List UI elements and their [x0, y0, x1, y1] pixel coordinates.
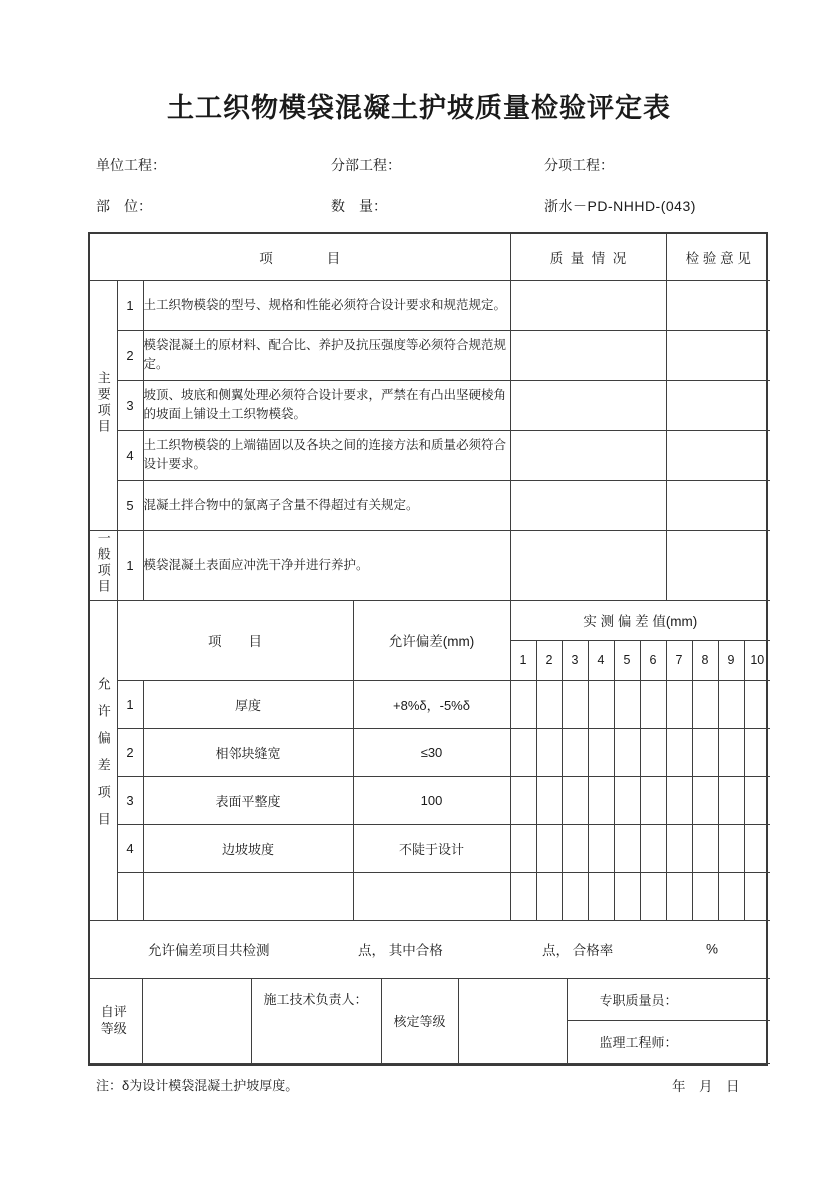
deviation-allowed-value: 不陡于设计: [353, 824, 510, 872]
quality-status-cell: [510, 280, 666, 330]
quality-status-cell: [510, 380, 666, 430]
deviation-allowed-value: [353, 872, 510, 920]
item-number: 3: [117, 380, 143, 430]
item-text: 土工织物模袋的上端锚固以及各块之间的连接方法和质量必须符合设计要求。: [143, 430, 510, 480]
summary-total-label: 允许偏差项目共检测: [148, 943, 270, 958]
self-rating-label: 自评等级: [100, 1003, 127, 1037]
measured-value-cell: [744, 728, 770, 776]
inspection-opinion-cell: [666, 480, 770, 530]
measured-value-cell: [536, 872, 562, 920]
deviation-allowed-value: +8%δ，-5%δ: [353, 680, 510, 728]
measured-value-cell: [744, 680, 770, 728]
verified-rating-value-cell: [458, 978, 567, 1063]
footnote: 注：δ为设计模袋混凝土护坡厚度。: [96, 1078, 299, 1093]
table-row: [90, 824, 770, 872]
measured-value-cell: [536, 776, 562, 824]
inspection-opinion-cell: [666, 530, 770, 600]
measured-value-cell: [562, 824, 588, 872]
deviation-name: 相邻块缝宽: [143, 728, 353, 776]
measured-value-cell: [588, 680, 614, 728]
table-row: [90, 280, 770, 330]
inspection-opinion-cell: [666, 330, 770, 380]
quality-status-cell: [510, 480, 666, 530]
measured-value-cell: [510, 680, 536, 728]
table-row: [90, 872, 770, 920]
item-number: 1: [117, 530, 143, 600]
measured-value-cell: [744, 824, 770, 872]
measure-col-header: 6: [640, 640, 666, 680]
deviation-number: 4: [117, 824, 143, 872]
measured-value-cell: [562, 728, 588, 776]
general-section-label-cell: [90, 530, 117, 600]
measured-value-cell: [510, 728, 536, 776]
measured-value-cell: [666, 680, 692, 728]
table-row: [90, 430, 770, 480]
inspection-items-table: [90, 234, 770, 601]
deviation-name: 边坡坡度: [143, 824, 353, 872]
item-number: 5: [117, 480, 143, 530]
measured-value-cell: [692, 680, 718, 728]
form-code: 浙水－PD-NHHD-(043): [544, 198, 696, 214]
measured-value-cell: [536, 728, 562, 776]
table-row: [90, 330, 770, 380]
table-row: [90, 776, 770, 824]
measured-value-cell: [640, 728, 666, 776]
measured-value-cell: [640, 824, 666, 872]
deviation-number: 1: [117, 680, 143, 728]
deviation-name: 表面平整度: [143, 776, 353, 824]
deviation-allowed-value: 100: [353, 776, 510, 824]
measured-value-cell: [744, 776, 770, 824]
col-header-quality-status: 质 量 情 况: [510, 234, 666, 280]
supervisor-signature-label: 监理工程师：: [599, 1035, 678, 1050]
deviation-header-allowed: 允许偏差(mm): [353, 600, 510, 680]
measure-col-header: 4: [588, 640, 614, 680]
item-number: 2: [117, 330, 143, 380]
item-number: 1: [117, 280, 143, 330]
measured-value-cell: [666, 776, 692, 824]
measure-col-header: 8: [692, 640, 718, 680]
general-section-label: 一般项目: [95, 530, 111, 595]
division-project-label: 分部工程：: [331, 157, 401, 173]
measure-col-header: 3: [562, 640, 588, 680]
inspection-opinion-cell: [666, 380, 770, 430]
measured-value-cell: [718, 872, 744, 920]
deviation-section-label: 允许偏差项目: [95, 676, 111, 839]
measured-value-cell: [536, 824, 562, 872]
summary-qualified-label: 点， 其中合格: [358, 943, 443, 958]
measured-value-cell: [510, 824, 536, 872]
item-text: 模袋混凝土表面应冲洗干净并进行养护。: [143, 530, 510, 600]
page-title: 土工织物模袋混凝土护坡质量检验评定表: [167, 93, 671, 123]
measured-value-cell: [614, 872, 640, 920]
table-row: [90, 480, 770, 530]
measured-value-cell: [510, 872, 536, 920]
measured-value-cell: [692, 776, 718, 824]
deviation-table: [90, 600, 770, 921]
quality-officer-signature-label: 专职质量员：: [568, 979, 771, 1021]
measured-value-cell: [588, 872, 614, 920]
measured-value-cell: [562, 872, 588, 920]
measured-value-cell: [588, 776, 614, 824]
item-number: 4: [117, 430, 143, 480]
deviation-header-measured: 实 测 偏 差 值(mm): [510, 600, 770, 640]
col-header-inspection-opinion: 检 验 意 见: [666, 234, 770, 280]
table-row: [90, 530, 770, 600]
measured-value-cell: [640, 776, 666, 824]
approval-table: [90, 978, 770, 1064]
measured-value-cell: [718, 776, 744, 824]
tech-lead-signature-label: 施工技术负责人：: [251, 978, 381, 1063]
measured-value-cell: [692, 872, 718, 920]
measure-col-header: 10: [744, 640, 770, 680]
item-text: 混凝土拌合物中的氯离子含量不得超过有关规定。: [143, 480, 510, 530]
deviation-name: 厚度: [143, 680, 353, 728]
measured-value-cell: [666, 824, 692, 872]
measured-value-cell: [562, 680, 588, 728]
evaluation-table: [88, 232, 768, 1066]
item-text: 坡顶、坡底和侧翼处理必须符合设计要求，严禁在有凸出坚硬棱角的坡面上铺设土工织物模袋。: [143, 380, 510, 430]
date-placeholder: 年 月 日: [672, 1079, 740, 1094]
measured-value-cell: [614, 728, 640, 776]
item-project-label: 分项工程：: [544, 157, 614, 173]
measured-value-cell: [718, 680, 744, 728]
measured-value-cell: [614, 776, 640, 824]
item-text: 土工织物模袋的型号、规格和性能必须符合设计要求和规范规定。: [143, 280, 510, 330]
deviation-summary-row: [90, 921, 766, 978]
item-text: 模袋混凝土的原材料、配合比、养护及抗压强度等必须符合规范规定。: [143, 330, 510, 380]
measured-value-cell: [536, 680, 562, 728]
inspection-opinion-cell: [666, 280, 770, 330]
measured-value-cell: [666, 728, 692, 776]
deviation-number: 3: [117, 776, 143, 824]
signature-cell: [567, 978, 770, 1063]
deviation-name: [143, 872, 353, 920]
measured-value-cell: [640, 872, 666, 920]
measure-col-header: 9: [718, 640, 744, 680]
deviation-header-item: 项 目: [117, 600, 353, 680]
measured-value-cell: [588, 728, 614, 776]
table-row: [90, 728, 770, 776]
col-header-item: 项 目: [90, 234, 510, 280]
measured-value-cell: [718, 728, 744, 776]
quantity-label: 数 量：: [331, 198, 387, 214]
measured-value-cell: [510, 776, 536, 824]
measured-value-cell: [692, 728, 718, 776]
summary-percent-sign: %: [706, 941, 719, 957]
table-row: [90, 680, 770, 728]
measured-value-cell: [640, 680, 666, 728]
deviation-allowed-value: ≤30: [353, 728, 510, 776]
measured-value-cell: [718, 824, 744, 872]
self-rating-value-cell: [142, 978, 251, 1063]
measured-value-cell: [614, 824, 640, 872]
measure-col-header: 7: [666, 640, 692, 680]
measured-value-cell: [692, 824, 718, 872]
deviation-section-label-cell: [90, 600, 117, 920]
measure-col-header: 2: [536, 640, 562, 680]
measured-value-cell: [588, 824, 614, 872]
main-section-label: 主要项目: [95, 370, 111, 435]
measured-value-cell: [614, 680, 640, 728]
quality-status-cell: [510, 430, 666, 480]
self-rating-label-cell: [90, 978, 142, 1063]
unit-project-label: 单位工程：: [96, 157, 166, 173]
measured-value-cell: [666, 872, 692, 920]
deviation-number: 2: [117, 728, 143, 776]
measured-value-cell: [744, 872, 770, 920]
verified-rating-label: 核定等级: [381, 978, 458, 1063]
main-section-label-cell: [90, 280, 117, 530]
measure-col-header: 1: [510, 640, 536, 680]
summary-rate-label: 点， 合格率: [542, 943, 614, 958]
quality-status-cell: [510, 330, 666, 380]
measure-col-header: 5: [614, 640, 640, 680]
measured-value-cell: [562, 776, 588, 824]
table-row: [90, 380, 770, 430]
quality-status-cell: [510, 530, 666, 600]
inspection-opinion-cell: [666, 430, 770, 480]
part-label: 部 位：: [96, 198, 152, 214]
deviation-number: [117, 872, 143, 920]
